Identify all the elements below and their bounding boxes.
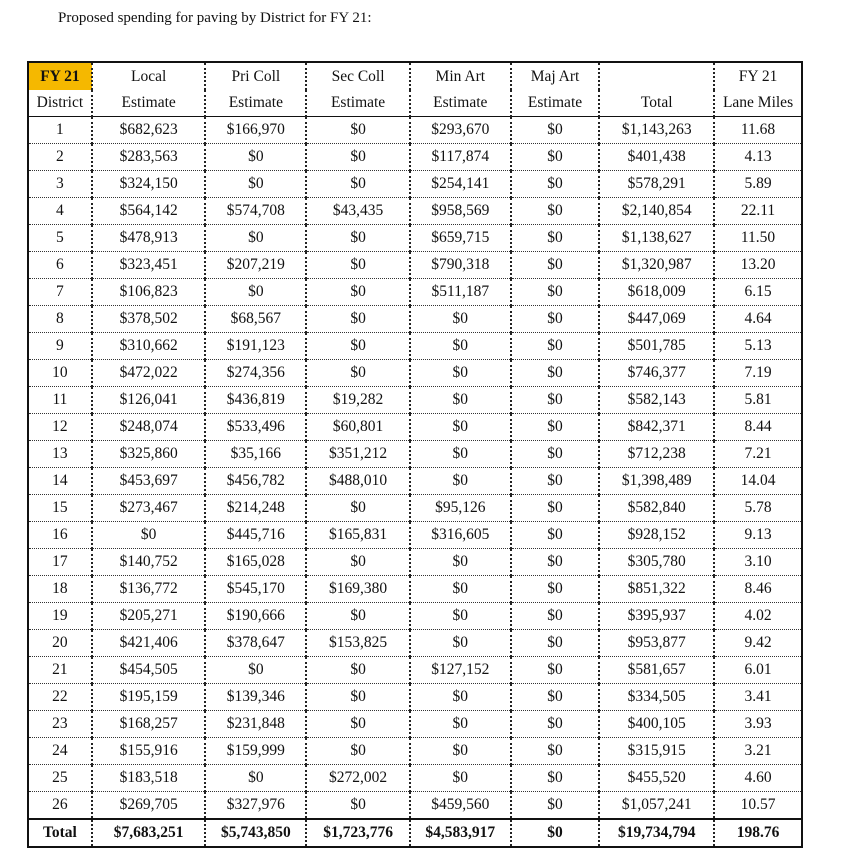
cell-min-art-estimate: $0 — [410, 765, 511, 792]
header-local: Local — [92, 62, 206, 90]
table-row — [28, 414, 802, 441]
cell-pri-coll-estimate: $190,666 — [205, 603, 306, 630]
cell-maj-art-estimate: $0 — [511, 252, 600, 279]
cell-lane-miles: 3.10 — [714, 549, 802, 576]
cell-min-art-estimate: $0 — [410, 306, 511, 333]
cell-min-art-estimate: $0 — [410, 360, 511, 387]
cell-total: $315,915 — [599, 738, 714, 765]
cell-sec-coll-estimate: $0 — [306, 333, 410, 360]
cell-maj-art-estimate: $0 — [511, 225, 600, 252]
cell-sec-coll-estimate: $488,010 — [306, 468, 410, 495]
cell-district: 14 — [28, 468, 92, 495]
cell-lane-miles: 11.68 — [714, 117, 802, 144]
cell-local-estimate: $682,623 — [92, 117, 206, 144]
cell-maj-art-estimate: $0 — [511, 117, 600, 144]
cell-lane-miles: 4.64 — [714, 306, 802, 333]
cell-total: $746,377 — [599, 360, 714, 387]
cell-district: 16 — [28, 522, 92, 549]
cell-sec-coll-estimate: $60,801 — [306, 414, 410, 441]
cell-maj-art-estimate: $0 — [511, 792, 600, 820]
cell-pri-coll-estimate: $139,346 — [205, 684, 306, 711]
cell-min-art-estimate: $659,715 — [410, 225, 511, 252]
cell-district: 23 — [28, 711, 92, 738]
header-row-top — [28, 62, 802, 90]
header-row-bottom — [28, 90, 802, 117]
cell-pri-coll-estimate: $165,028 — [205, 549, 306, 576]
total-label: Total — [28, 819, 92, 847]
table-row — [28, 198, 802, 225]
table-row — [28, 468, 802, 495]
cell-sec-coll-estimate: $0 — [306, 117, 410, 144]
cell-district: 12 — [28, 414, 92, 441]
cell-local-estimate: $478,913 — [92, 225, 206, 252]
cell-local-estimate: $378,502 — [92, 306, 206, 333]
cell-pri-coll-estimate: $533,496 — [205, 414, 306, 441]
cell-local-estimate: $106,823 — [92, 279, 206, 306]
cell-maj-art-estimate: $0 — [511, 684, 600, 711]
cell-sec-coll-estimate: $43,435 — [306, 198, 410, 225]
cell-district: 1 — [28, 117, 92, 144]
cell-lane-miles: 4.60 — [714, 765, 802, 792]
cell-local-estimate: $168,257 — [92, 711, 206, 738]
total-local-estimate: $7,683,251 — [92, 819, 206, 847]
cell-min-art-estimate: $459,560 — [410, 792, 511, 820]
cell-district: 5 — [28, 225, 92, 252]
table-row — [28, 576, 802, 603]
cell-pri-coll-estimate: $545,170 — [205, 576, 306, 603]
cell-total: $712,238 — [599, 441, 714, 468]
cell-total: $618,009 — [599, 279, 714, 306]
cell-total: $851,322 — [599, 576, 714, 603]
cell-lane-miles: 5.89 — [714, 171, 802, 198]
cell-sec-coll-estimate: $0 — [306, 144, 410, 171]
cell-min-art-estimate: $0 — [410, 576, 511, 603]
cell-maj-art-estimate: $0 — [511, 738, 600, 765]
cell-local-estimate: $0 — [92, 522, 206, 549]
cell-sec-coll-estimate: $0 — [306, 360, 410, 387]
cell-sec-coll-estimate: $0 — [306, 738, 410, 765]
cell-lane-miles: 14.04 — [714, 468, 802, 495]
cell-sec-coll-estimate: $0 — [306, 252, 410, 279]
cell-local-estimate: $195,159 — [92, 684, 206, 711]
cell-lane-miles: 6.01 — [714, 657, 802, 684]
cell-pri-coll-estimate: $191,123 — [205, 333, 306, 360]
cell-maj-art-estimate: $0 — [511, 387, 600, 414]
header-estimate-maj: Estimate — [511, 90, 600, 117]
table-row — [28, 171, 802, 198]
cell-lane-miles: 7.19 — [714, 360, 802, 387]
cell-total: $501,785 — [599, 333, 714, 360]
cell-total: $2,140,854 — [599, 198, 714, 225]
cell-district: 24 — [28, 738, 92, 765]
cell-sec-coll-estimate: $0 — [306, 306, 410, 333]
cell-maj-art-estimate: $0 — [511, 549, 600, 576]
page-caption: Proposed spending for paving by District for FY 21: — [58, 10, 372, 26]
cell-pri-coll-estimate: $0 — [205, 171, 306, 198]
cell-pri-coll-estimate: $445,716 — [205, 522, 306, 549]
cell-maj-art-estimate: $0 — [511, 522, 600, 549]
cell-lane-miles: 10.57 — [714, 792, 802, 820]
cell-lane-miles: 7.21 — [714, 441, 802, 468]
cell-total: $1,143,263 — [599, 117, 714, 144]
cell-sec-coll-estimate: $153,825 — [306, 630, 410, 657]
cell-local-estimate: $205,271 — [92, 603, 206, 630]
header-total-top — [599, 62, 714, 90]
cell-lane-miles: 4.13 — [714, 144, 802, 171]
paving-spending-table — [27, 61, 803, 848]
table-body — [28, 117, 802, 820]
cell-maj-art-estimate: $0 — [511, 495, 600, 522]
cell-district: 17 — [28, 549, 92, 576]
cell-lane-miles: 11.50 — [714, 225, 802, 252]
header-sec-coll: Sec Coll — [306, 62, 410, 90]
cell-district: 4 — [28, 198, 92, 225]
cell-district: 6 — [28, 252, 92, 279]
cell-maj-art-estimate: $0 — [511, 414, 600, 441]
cell-maj-art-estimate: $0 — [511, 468, 600, 495]
cell-pri-coll-estimate: $207,219 — [205, 252, 306, 279]
cell-total: $1,138,627 — [599, 225, 714, 252]
cell-sec-coll-estimate: $0 — [306, 279, 410, 306]
table-row — [28, 387, 802, 414]
cell-sec-coll-estimate: $0 — [306, 684, 410, 711]
table-row — [28, 522, 802, 549]
cell-lane-miles: 4.02 — [714, 603, 802, 630]
cell-sec-coll-estimate: $0 — [306, 495, 410, 522]
table-row — [28, 117, 802, 144]
cell-lane-miles: 9.13 — [714, 522, 802, 549]
table-header — [28, 62, 802, 117]
cell-local-estimate: $453,697 — [92, 468, 206, 495]
cell-lane-miles: 13.20 — [714, 252, 802, 279]
header-estimate-min: Estimate — [410, 90, 511, 117]
cell-total: $401,438 — [599, 144, 714, 171]
cell-maj-art-estimate: $0 — [511, 306, 600, 333]
cell-district: 18 — [28, 576, 92, 603]
cell-total: $582,143 — [599, 387, 714, 414]
cell-district: 7 — [28, 279, 92, 306]
cell-maj-art-estimate: $0 — [511, 657, 600, 684]
header-estimate-sec: Estimate — [306, 90, 410, 117]
cell-pri-coll-estimate: $0 — [205, 657, 306, 684]
cell-district: 15 — [28, 495, 92, 522]
cell-district: 21 — [28, 657, 92, 684]
cell-pri-coll-estimate: $0 — [205, 279, 306, 306]
cell-min-art-estimate: $293,670 — [410, 117, 511, 144]
cell-lane-miles: 9.42 — [714, 630, 802, 657]
cell-lane-miles: 22.11 — [714, 198, 802, 225]
cell-sec-coll-estimate: $169,380 — [306, 576, 410, 603]
cell-min-art-estimate: $0 — [410, 684, 511, 711]
cell-min-art-estimate: $0 — [410, 387, 511, 414]
table-row — [28, 333, 802, 360]
cell-total: $400,105 — [599, 711, 714, 738]
cell-lane-miles: 5.13 — [714, 333, 802, 360]
cell-pri-coll-estimate: $274,356 — [205, 360, 306, 387]
cell-lane-miles: 5.81 — [714, 387, 802, 414]
table-row — [28, 792, 802, 820]
cell-district: 19 — [28, 603, 92, 630]
cell-lane-miles: 6.15 — [714, 279, 802, 306]
cell-local-estimate: $126,041 — [92, 387, 206, 414]
table-row — [28, 360, 802, 387]
cell-district: 26 — [52, 796, 68, 813]
cell-maj-art-estimate: $0 — [511, 765, 600, 792]
cell-min-art-estimate: $0 — [410, 711, 511, 738]
cell-lane-miles: 3.21 — [714, 738, 802, 765]
cell-lane-miles: 3.93 — [714, 711, 802, 738]
cell-pri-coll-estimate: $0 — [205, 225, 306, 252]
table-row — [28, 630, 802, 657]
cell-total: $1,398,489 — [599, 468, 714, 495]
cell-sec-coll-estimate: $0 — [306, 792, 410, 820]
table-row — [28, 765, 802, 792]
total-sec-coll-estimate: $1,723,776 — [306, 819, 410, 847]
cell-pri-coll-estimate: $378,647 — [205, 630, 306, 657]
cell-local-estimate: $155,916 — [92, 738, 206, 765]
cell-sec-coll-estimate: $0 — [306, 225, 410, 252]
cell-min-art-estimate: $0 — [410, 468, 511, 495]
cell-district: 20 — [28, 630, 92, 657]
cell-min-art-estimate: $316,605 — [410, 522, 511, 549]
cell-local-estimate: $324,150 — [92, 171, 206, 198]
total-row — [28, 819, 802, 847]
cell-maj-art-estimate: $0 — [511, 441, 600, 468]
cell-min-art-estimate: $958,569 — [410, 198, 511, 225]
cell-total: $953,877 — [599, 630, 714, 657]
header-district: District — [28, 90, 92, 117]
table-row — [28, 711, 802, 738]
cell-total: $842,371 — [599, 414, 714, 441]
cell-maj-art-estimate: $0 — [511, 576, 600, 603]
total-lane-miles: 198.76 — [714, 819, 802, 847]
cell-local-estimate: $183,518 — [92, 765, 206, 792]
cell-local-estimate: $273,467 — [92, 495, 206, 522]
cell-min-art-estimate: $95,126 — [410, 495, 511, 522]
table-row — [28, 684, 802, 711]
cell-min-art-estimate: $254,141 — [410, 171, 511, 198]
cell-maj-art-estimate: $0 — [511, 360, 600, 387]
cell-local-estimate: $421,406 — [92, 630, 206, 657]
cell-local-estimate: $310,662 — [92, 333, 206, 360]
cell-sec-coll-estimate: $0 — [306, 171, 410, 198]
cell-maj-art-estimate: $0 — [511, 198, 600, 225]
cell-sec-coll-estimate: $19,282 — [306, 387, 410, 414]
cell-local-estimate: $325,860 — [92, 441, 206, 468]
cell-maj-art-estimate: $0 — [511, 630, 600, 657]
cell-sec-coll-estimate: $351,212 — [306, 441, 410, 468]
table-row — [28, 549, 802, 576]
cell-total: $928,152 — [599, 522, 714, 549]
header-pri-coll: Pri Coll — [205, 62, 306, 90]
cell-total: $578,291 — [599, 171, 714, 198]
cell-lane-miles: 8.46 — [714, 576, 802, 603]
cell-min-art-estimate: $0 — [410, 333, 511, 360]
header-maj-art: Maj Art — [511, 62, 600, 90]
table-row — [28, 441, 802, 468]
cell-pri-coll-estimate: $456,782 — [205, 468, 306, 495]
cell-pri-coll-estimate: $0 — [205, 144, 306, 171]
header-estimate-pri: Estimate — [205, 90, 306, 117]
cell-total: $1,057,241 — [599, 792, 714, 820]
cell-min-art-estimate: $0 — [410, 549, 511, 576]
header-estimate-local: Estimate — [92, 90, 206, 117]
cell-maj-art-estimate: $0 — [511, 711, 600, 738]
cell-lane-miles: 5.78 — [714, 495, 802, 522]
cell-lane-miles: 8.44 — [714, 414, 802, 441]
cell-district: 8 — [28, 306, 92, 333]
table-row — [28, 252, 802, 279]
cell-pri-coll-estimate: $159,999 — [205, 738, 306, 765]
cell-lane-miles: 3.41 — [714, 684, 802, 711]
total-pri-coll-estimate: $5,743,850 — [205, 819, 306, 847]
cell-maj-art-estimate: $0 — [511, 171, 600, 198]
cell-district: 25 — [28, 765, 92, 792]
cell-total: $1,320,987 — [599, 252, 714, 279]
cell-local-estimate: $140,752 — [92, 549, 206, 576]
table-row — [28, 225, 802, 252]
cell-min-art-estimate: $0 — [410, 414, 511, 441]
table-row — [28, 738, 802, 765]
table-row — [28, 495, 802, 522]
cell-sec-coll-estimate: $0 — [306, 549, 410, 576]
cell-local-estimate: $472,022 — [92, 360, 206, 387]
cell-total: $395,937 — [599, 603, 714, 630]
header-lane-miles: Lane Miles — [714, 90, 802, 117]
table-row — [28, 603, 802, 630]
cell-maj-art-estimate: $0 — [511, 144, 600, 171]
cell-pri-coll-estimate: $35,166 — [205, 441, 306, 468]
cell-district: 11 — [28, 387, 92, 414]
cell-sec-coll-estimate: $272,002 — [306, 765, 410, 792]
cell-maj-art-estimate: $0 — [511, 333, 600, 360]
cell-pri-coll-estimate: $574,708 — [205, 198, 306, 225]
cell-local-estimate: $136,772 — [92, 576, 206, 603]
header-total: Total — [599, 90, 714, 117]
cell-sec-coll-estimate: $0 — [306, 603, 410, 630]
cell-min-art-estimate: $127,152 — [410, 657, 511, 684]
cell-min-art-estimate: $790,318 — [410, 252, 511, 279]
cell-local-estimate: $564,142 — [92, 198, 206, 225]
cell-min-art-estimate: $0 — [410, 441, 511, 468]
cell-total: $447,069 — [599, 306, 714, 333]
header-min-art: Min Art — [410, 62, 511, 90]
header-fy21: FY 21 — [714, 62, 802, 90]
cell-local-estimate: $269,705 — [92, 792, 206, 820]
cell-total: $455,520 — [599, 765, 714, 792]
cell-local-estimate: $283,563 — [92, 144, 206, 171]
total-total: $19,734,794 — [599, 819, 714, 847]
cell-sec-coll-estimate: $165,831 — [306, 522, 410, 549]
cell-district: 2 — [28, 144, 92, 171]
cell-sec-coll-estimate: $0 — [306, 657, 410, 684]
cell-min-art-estimate: $0 — [410, 603, 511, 630]
cell-sec-coll-estimate: $0 — [306, 711, 410, 738]
cell-min-art-estimate: $0 — [410, 738, 511, 765]
cell-pri-coll-estimate: $436,819 — [205, 387, 306, 414]
cell-local-estimate: $454,505 — [92, 657, 206, 684]
cell-total: $582,840 — [599, 495, 714, 522]
cell-district: 22 — [28, 684, 92, 711]
cell-pri-coll-estimate: $214,248 — [205, 495, 306, 522]
cell-min-art-estimate: $0 — [410, 630, 511, 657]
cell-total: $305,780 — [599, 549, 714, 576]
cell-total: $334,505 — [599, 684, 714, 711]
cell-min-art-estimate: $511,187 — [410, 279, 511, 306]
cell-pri-coll-estimate: $166,970 — [205, 117, 306, 144]
cell-pri-coll-estimate: $0 — [205, 765, 306, 792]
cell-district: 9 — [28, 333, 92, 360]
fy-label-cell: FY 21 — [28, 62, 92, 90]
cell-district: 3 — [28, 171, 92, 198]
total-min-art-estimate: $4,583,917 — [410, 819, 511, 847]
cell-local-estimate: $248,074 — [92, 414, 206, 441]
cell-local-estimate: $323,451 — [92, 252, 206, 279]
cell-pri-coll-estimate: $231,848 — [205, 711, 306, 738]
table-row — [28, 306, 802, 333]
table-row — [28, 144, 802, 171]
cell-total: $581,657 — [599, 657, 714, 684]
table-row — [28, 657, 802, 684]
cell-pri-coll-estimate: $68,567 — [205, 306, 306, 333]
cell-pri-coll-estimate: $327,976 — [205, 792, 306, 820]
table-row — [28, 279, 802, 306]
cell-maj-art-estimate: $0 — [511, 279, 600, 306]
total-maj-art-estimate: $0 — [511, 819, 600, 847]
cell-district: 10 — [28, 360, 92, 387]
cell-min-art-estimate: $117,874 — [410, 144, 511, 171]
cell-maj-art-estimate: $0 — [511, 603, 600, 630]
cell-district: 13 — [28, 441, 92, 468]
